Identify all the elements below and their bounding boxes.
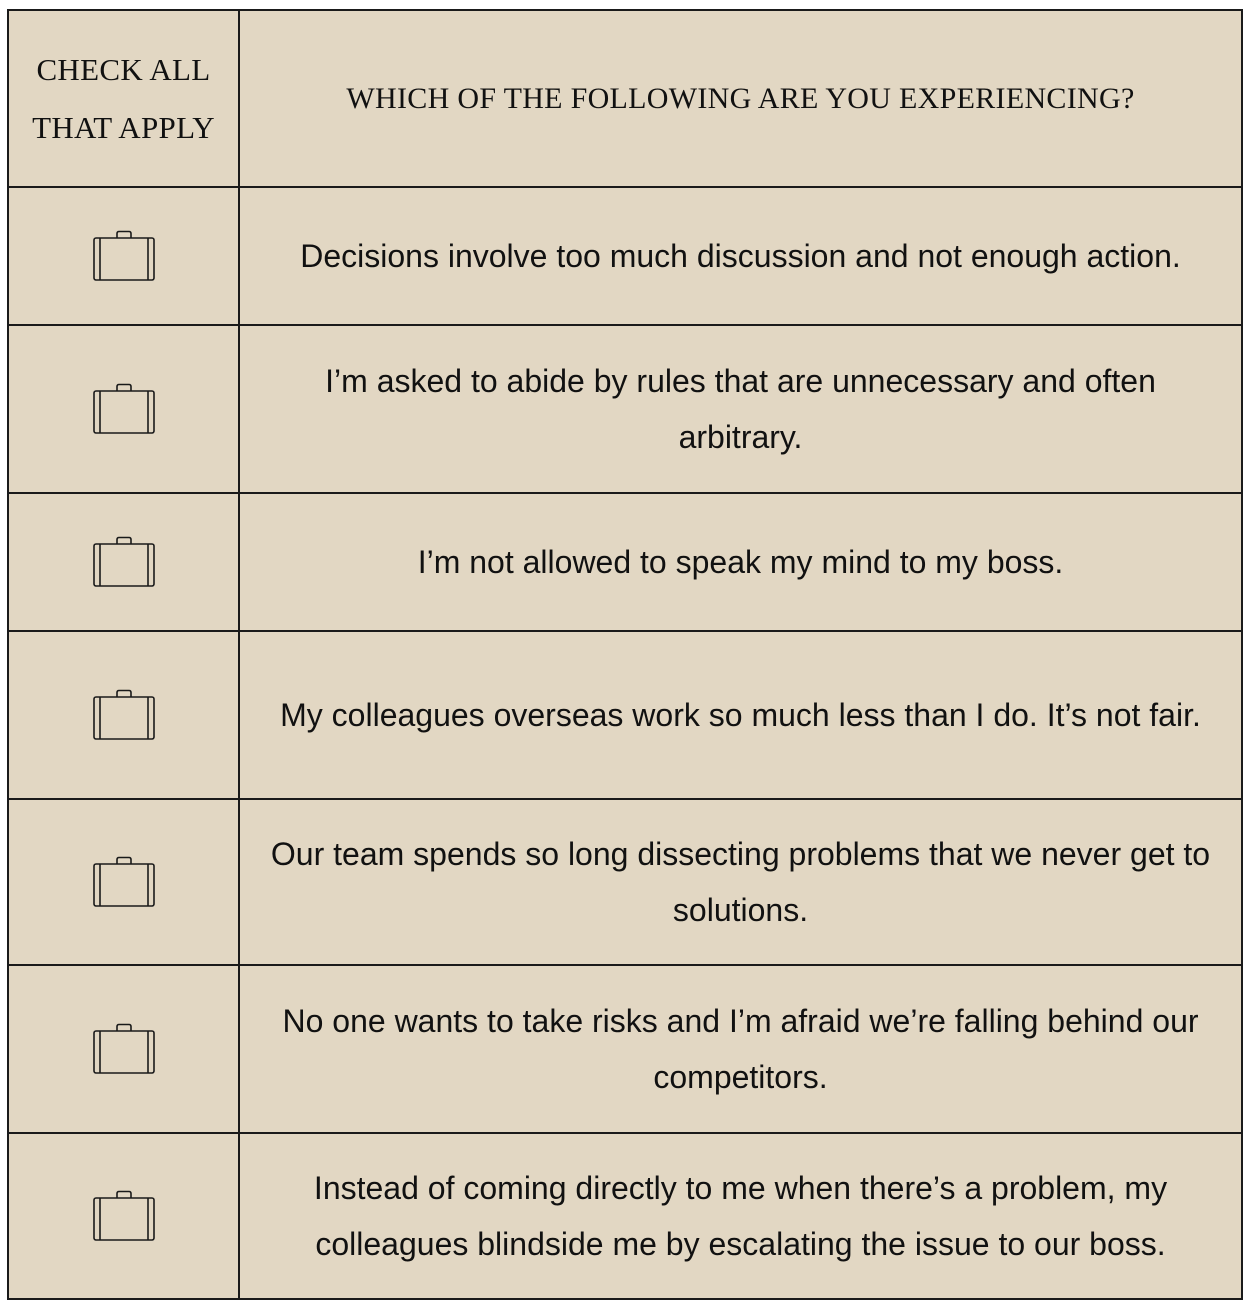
checklist-row	[8, 631, 1242, 799]
item-text: Instead of coming directly to me when there’s a problem, my colleagues blindside me by escalating the issue to our boss.	[239, 1133, 1242, 1299]
checkbox-icon[interactable]	[92, 856, 156, 908]
checkbox-icon[interactable]	[92, 1190, 156, 1242]
checklist-row	[8, 187, 1242, 325]
checklist-row	[8, 493, 1242, 631]
check-all-header	[8, 10, 239, 187]
experience-checklist-table	[7, 9, 1243, 1300]
checkbox-icon[interactable]	[92, 230, 156, 282]
checkbox-cell	[8, 631, 239, 799]
checkbox-icon[interactable]	[92, 1023, 156, 1075]
checkbox-cell	[8, 1133, 239, 1299]
checkbox-icon[interactable]	[92, 383, 156, 435]
checklist-row	[8, 965, 1242, 1133]
checkbox-cell	[8, 799, 239, 965]
item-text: I’m asked to abide by rules that are unnecessary and often arbitrary.	[239, 325, 1242, 493]
check-all-header-line1: CHECK ALL	[36, 51, 211, 87]
header-row	[8, 10, 1242, 187]
question-header: WHICH OF THE FOLLOWING ARE YOU EXPERIENCING?	[239, 10, 1242, 187]
checklist-row	[8, 1133, 1242, 1299]
item-text: My colleagues overseas work so much less than I do. It’s not fair.	[239, 631, 1242, 799]
checkbox-cell	[8, 325, 239, 493]
checkbox-icon[interactable]	[92, 536, 156, 588]
item-text: Decisions involve too much discussion and not enough action.	[239, 187, 1242, 325]
checkbox-icon[interactable]	[92, 689, 156, 741]
item-text: I’m not allowed to speak my mind to my boss.	[239, 493, 1242, 631]
item-text: Our team spends so long dissecting problems that we never get to solutions.	[239, 799, 1242, 965]
item-text: No one wants to take risks and I’m afraid we’re falling behind our competitors.	[239, 965, 1242, 1133]
checklist-row	[8, 325, 1242, 493]
checkbox-cell	[8, 965, 239, 1133]
checklist-row	[8, 799, 1242, 965]
checkbox-cell	[8, 493, 239, 631]
checkbox-cell	[8, 187, 239, 325]
check-all-header-line2: THAT APPLY	[32, 109, 215, 145]
